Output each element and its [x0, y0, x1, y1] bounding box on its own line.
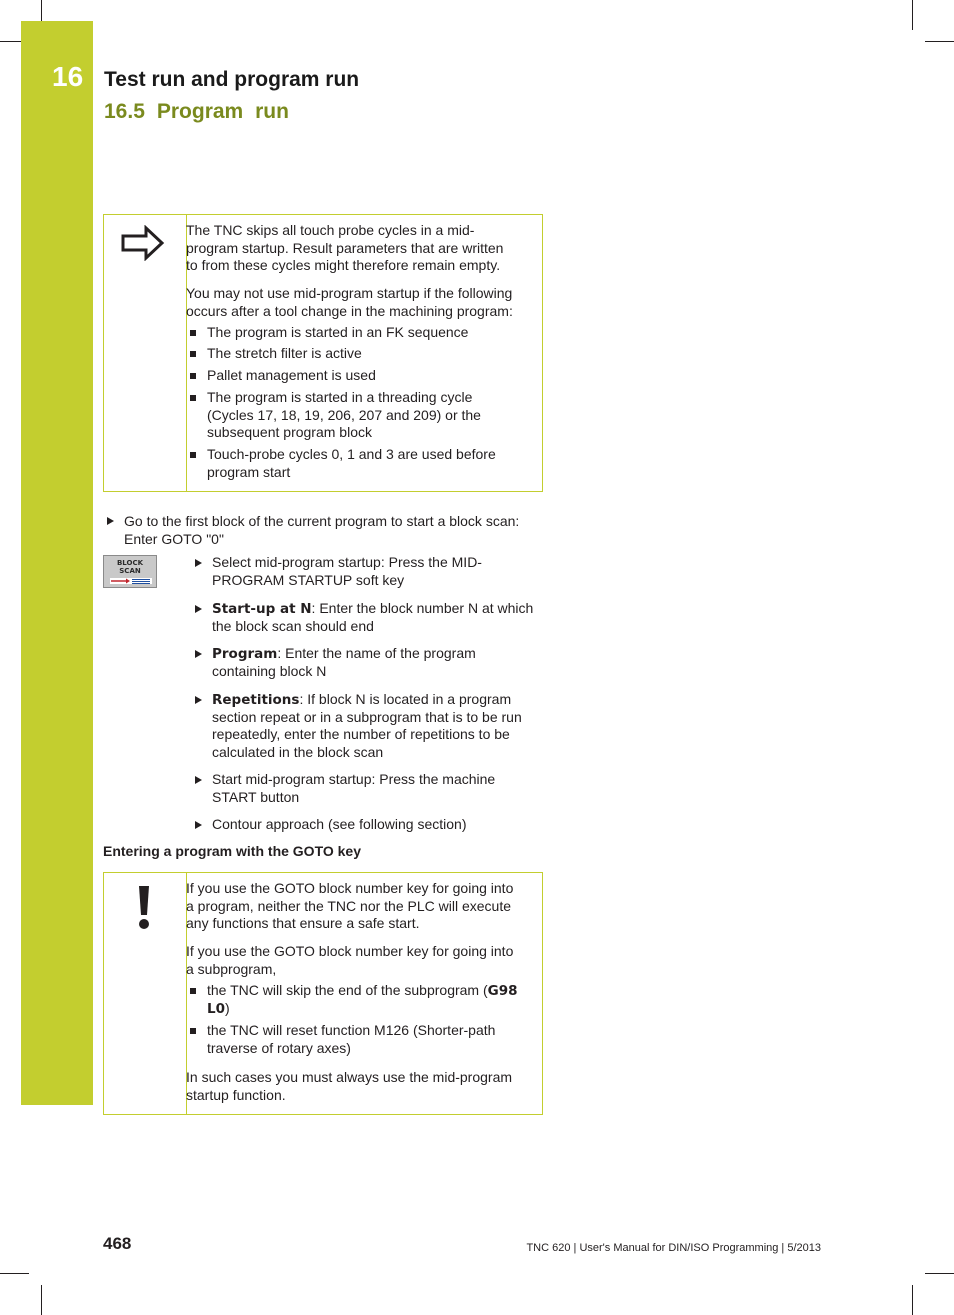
bullet-marker: [190, 373, 196, 379]
step-text: repeatedly, enter the number of repetitions to be: [212, 726, 510, 742]
step-text: PROGRAM STARTUP soft key: [212, 571, 405, 588]
footer-text: TNC 620 | User's Manual for DIN/ISO Programming | 5/2013: [526, 1242, 821, 1254]
step-arrow-icon: [195, 821, 202, 829]
crop-mark: [912, 1285, 913, 1315]
code-text: G98: [487, 983, 518, 999]
note-text: The TNC skips all touch probe cycles in a mid-: [186, 222, 475, 238]
list-item: The stretch filter is active: [207, 345, 362, 361]
step-text: START button: [212, 788, 300, 805]
list-item: [207, 982, 518, 1001]
note-text: a subprogram,: [186, 960, 277, 977]
chapter-title: Test run and program run: [104, 68, 360, 91]
section-number: 16.5: [104, 100, 145, 123]
step-arrow-icon: [195, 776, 202, 784]
bullet-marker: [190, 988, 196, 994]
crop-mark: [925, 41, 954, 42]
note-text: If you use the GOTO block number key for going into: [186, 880, 514, 896]
exclamation-icon: [136, 884, 152, 932]
step-text-rest: : Enter the block number N at which: [311, 600, 534, 616]
step-text: [212, 691, 511, 710]
crop-mark: [0, 41, 21, 42]
step-text: the block scan should end: [212, 617, 374, 634]
bullet-marker: [190, 1028, 196, 1034]
subheading: Entering a program with the GOTO key: [103, 843, 362, 859]
note-text: a program, neither the TNC nor the PLC will execute: [186, 897, 512, 914]
step-text-rest: : Enter the name of the program: [277, 645, 476, 661]
step-text: [212, 645, 476, 664]
crop-mark: [41, 1285, 42, 1315]
step-arrow-icon: [107, 517, 114, 525]
softkey-label: [104, 559, 156, 575]
list-item-text: ): [225, 999, 230, 1016]
step-text: containing block N: [212, 662, 327, 679]
step-text: calculated in the block scan: [212, 743, 384, 760]
list-item: The program is started in a threading cycle: [207, 389, 473, 405]
crop-mark: [912, 0, 913, 30]
list-item: Touch-probe cycles 0, 1 and 3 are used before: [207, 446, 496, 462]
step-text: [212, 600, 533, 619]
softkey-name: Program: [212, 646, 278, 662]
step-text: Enter GOTO "0": [124, 530, 224, 547]
block-scan-icon: [110, 578, 152, 584]
section-name: Program run: [156, 100, 289, 123]
list-item: the TNC will reset function M126 (Shorter-path: [207, 1022, 496, 1038]
step-text: Go to the first block of the current program to start a block scan:: [124, 513, 520, 529]
note-text: occurs after a tool change in the machining program:: [186, 302, 513, 319]
softkey-name: Repetitions: [212, 692, 300, 708]
chapter-sidebar: [21, 21, 93, 1105]
step-text: Contour approach (see following section): [212, 816, 467, 832]
list-item: The program is started in an FK sequence: [207, 324, 469, 340]
note-text: any functions that ensure a safe start.: [186, 915, 420, 931]
arrow-right-icon: [120, 225, 166, 261]
list-item: traverse of rotary axes): [207, 1039, 351, 1056]
step-arrow-icon: [195, 605, 202, 613]
bullet-marker: [190, 395, 196, 401]
crop-mark: [0, 1273, 29, 1274]
note-text: startup function.: [186, 1086, 286, 1103]
step-text-rest: : If block N is located in a program: [299, 691, 512, 707]
step-text: Start mid-program startup: Press the machine: [212, 771, 496, 787]
step-arrow-icon: [195, 696, 202, 704]
note-text: If you use the GOTO block number key for going into: [186, 943, 514, 959]
note-text: You may not use mid-program startup if the following: [186, 285, 513, 301]
crop-mark: [925, 1273, 954, 1274]
note-text: program startup. Result parameters that are written: [186, 239, 504, 256]
chapter-number: 16: [52, 61, 84, 92]
code-text: L0: [207, 1000, 225, 1017]
bullet-marker: [190, 351, 196, 357]
bullet-marker: [190, 330, 196, 336]
softkey-name: Start-up at N: [212, 601, 312, 617]
step-arrow-icon: [195, 650, 202, 658]
page-number: 468: [103, 1234, 132, 1253]
crop-mark: [41, 0, 42, 21]
list-item-text: the TNC will skip the end of the subprogram (: [207, 982, 488, 998]
step-arrow-icon: [195, 559, 202, 567]
note-text: In such cases you must always use the mid-program: [186, 1069, 513, 1085]
section-title: [104, 98, 301, 126]
softkey-label-line: BLOCK: [116, 559, 144, 567]
list-item: program start: [207, 463, 291, 480]
softkey-label-line: SCAN: [119, 567, 141, 575]
list-item: (Cycles 17, 18, 19, 206, 207 and 209) or the: [207, 406, 481, 423]
list-item: Pallet management is used: [207, 367, 376, 383]
list-item: [207, 1000, 230, 1019]
bullet-marker: [190, 452, 196, 458]
block-scan-softkey[interactable]: [103, 555, 157, 588]
step-text: section repeat or in a subprogram that is to be run: [212, 708, 522, 725]
note-text: to from these cycles might therefore remain empty.: [186, 257, 501, 273]
list-item: subsequent program block: [207, 424, 372, 440]
step-text: Select mid-program startup: Press the MID-: [212, 554, 482, 570]
